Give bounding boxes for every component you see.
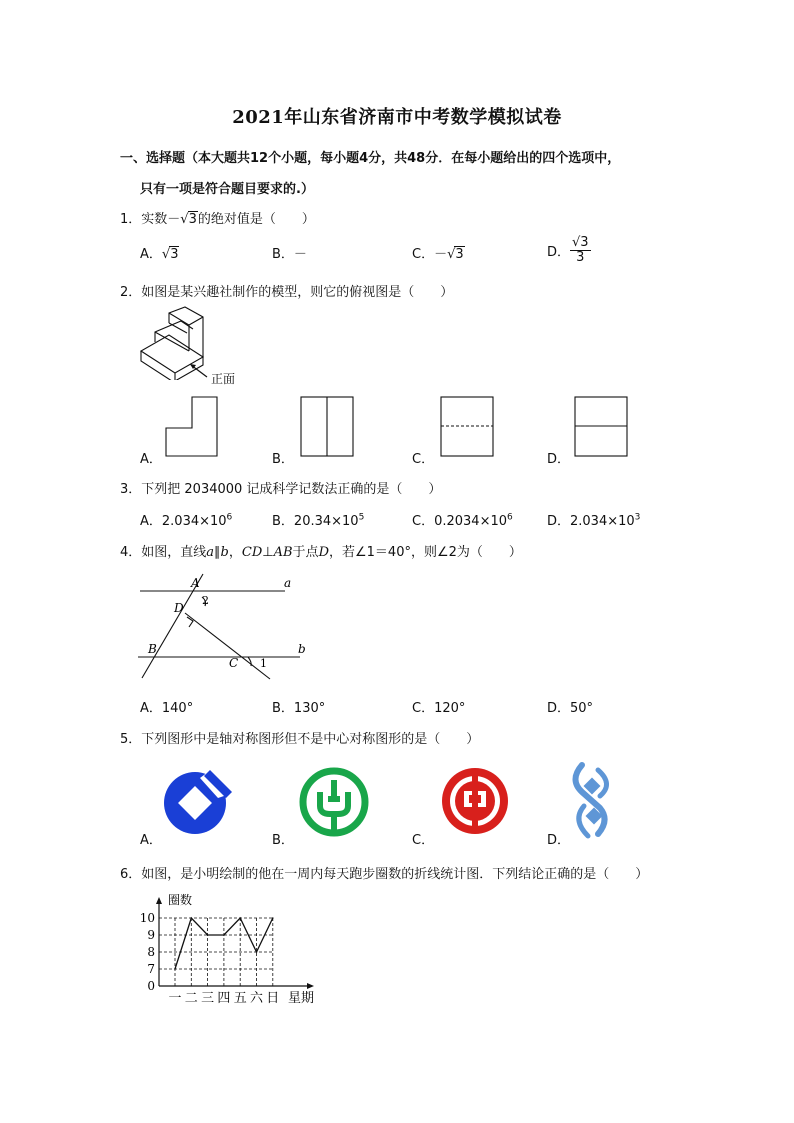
q4-option-d[interactable]: D．50° [547,701,594,716]
question-5: 5．下列图形中是轴对称图形但不是中心对称图形的是（ ） [120,732,480,747]
q4-option-a[interactable]: A．140° [140,701,194,716]
q5-option-c-label[interactable]: C． [412,833,435,848]
x-tick-label: 五 [233,991,247,1006]
q5-option-c-logo[interactable] [437,764,513,838]
q2-option-d-figure[interactable] [574,396,630,458]
q2-option-a-figure[interactable] [164,396,220,458]
x-axis-arrow-icon [307,983,314,989]
q3-option-d[interactable]: D．$2.034\times 10^3$ [547,512,641,529]
q1-option-b[interactable]: B．－ [272,247,307,262]
q5-option-d-label[interactable]: D． [547,833,571,848]
section-header-line1: 一、选择题（本大题共12个小题，每小题4分，共48分．在每小题给出的四个选项中， [120,151,621,166]
svg-text:B: B [148,642,157,656]
q2-3d-model-figure [135,305,245,380]
svg-text:2: 2 [202,594,209,607]
chart-point [239,917,241,919]
svg-text:b: b [298,642,306,656]
question-1 [120,208,315,227]
exam-title: 2021年山东省济南市中考数学模拟试卷 [232,107,562,128]
chart-point [191,917,193,919]
x-tick-label: 二 [184,991,198,1006]
question-3: 3．下列把 2034000 记成科学记数法正确的是（ ） [120,482,442,497]
svg-text:C: C [229,656,239,670]
chart-point [272,917,274,919]
svg-text:1: 1 [260,657,267,670]
q5-option-b-label[interactable]: B． [272,833,294,848]
x-tick-label: 日 [266,991,280,1006]
q1-option-c[interactable]: C．－√3 [412,247,464,262]
q1-d-fraction: $\frac{√3}{3}$ [572,235,589,265]
q3-option-b[interactable]: B．$20.34\times 10^5$ [272,512,365,529]
y-tick-label: 10 [139,911,155,925]
chart-point [223,934,225,936]
q2-option-c-label[interactable]: C． [412,452,435,467]
line-CD [185,613,270,679]
q5-option-b-logo[interactable] [297,766,371,838]
x-tick-label: 四 [217,991,231,1006]
x-tick-label: 三 [201,991,215,1006]
y-tick-label: 0 [147,979,155,993]
y-tick-label: 9 [147,928,155,942]
svg-text:A: A [191,576,200,590]
y-tick-label: 7 [147,962,155,976]
q4-option-b[interactable]: B．130° [272,701,326,716]
q3-option-c[interactable]: C．$0.2034\times 10^6$ [412,512,513,529]
q4-option-c[interactable]: C．120° [412,701,466,716]
y-axis-arrow-icon [156,897,162,904]
q6-line-chart [130,888,330,1013]
q2-option-b-figure[interactable] [300,396,356,458]
question-6: 6．如图，是小明绘制的他在一周内每天跑步圈数的折线统计图．下列结论正确的是（ ） [120,867,649,882]
question-4: 4．如图，直线a∥b，CD⊥AB于点D，若∠1＝40°，则∠2为（ ） [120,545,522,560]
q1-option-a[interactable]: A．√3 [140,247,179,262]
q4-geometry-figure [130,570,320,685]
chart-point [174,968,176,970]
x-tick-label: 一 [168,991,182,1006]
q3-option-a[interactable]: A．$2.034\times 10^6$ [140,512,233,529]
section-header-line2: 只有一项是符合题目要求的.） [140,182,314,197]
y-tick-label: 8 [147,945,155,959]
chart-ylabel: 圈数 [168,893,193,907]
q2-option-b-label[interactable]: B． [272,452,294,467]
chart-xlabel: 星期 [288,991,315,1006]
q5-option-a-label[interactable]: A． [140,833,162,848]
q1-sqrt: √3 [180,212,197,227]
q2-option-a-label[interactable]: A． [140,452,162,467]
q2-option-c-figure[interactable] [440,396,496,458]
q1-option-d[interactable]: D． $\frac{√3}{3}$ [547,235,589,265]
q5-option-a-logo[interactable] [160,768,234,838]
q2-front-label: 正面 [211,372,236,386]
svg-text:a: a [284,576,292,590]
q5-option-d-logo[interactable] [566,762,622,842]
q2-option-d-label[interactable]: D． [547,452,571,467]
chart-point [256,951,258,953]
q1-stem-pre: 1．实数－ [120,212,181,227]
question-2: 2．如图是某兴趣社制作的模型，则它的俯视图是（ ） [120,285,454,300]
svg-text:D: D [174,601,184,615]
x-tick-label: 六 [249,991,264,1006]
chart-point [207,934,209,936]
q1-stem-post: 的绝对值是（ ） [197,212,315,227]
